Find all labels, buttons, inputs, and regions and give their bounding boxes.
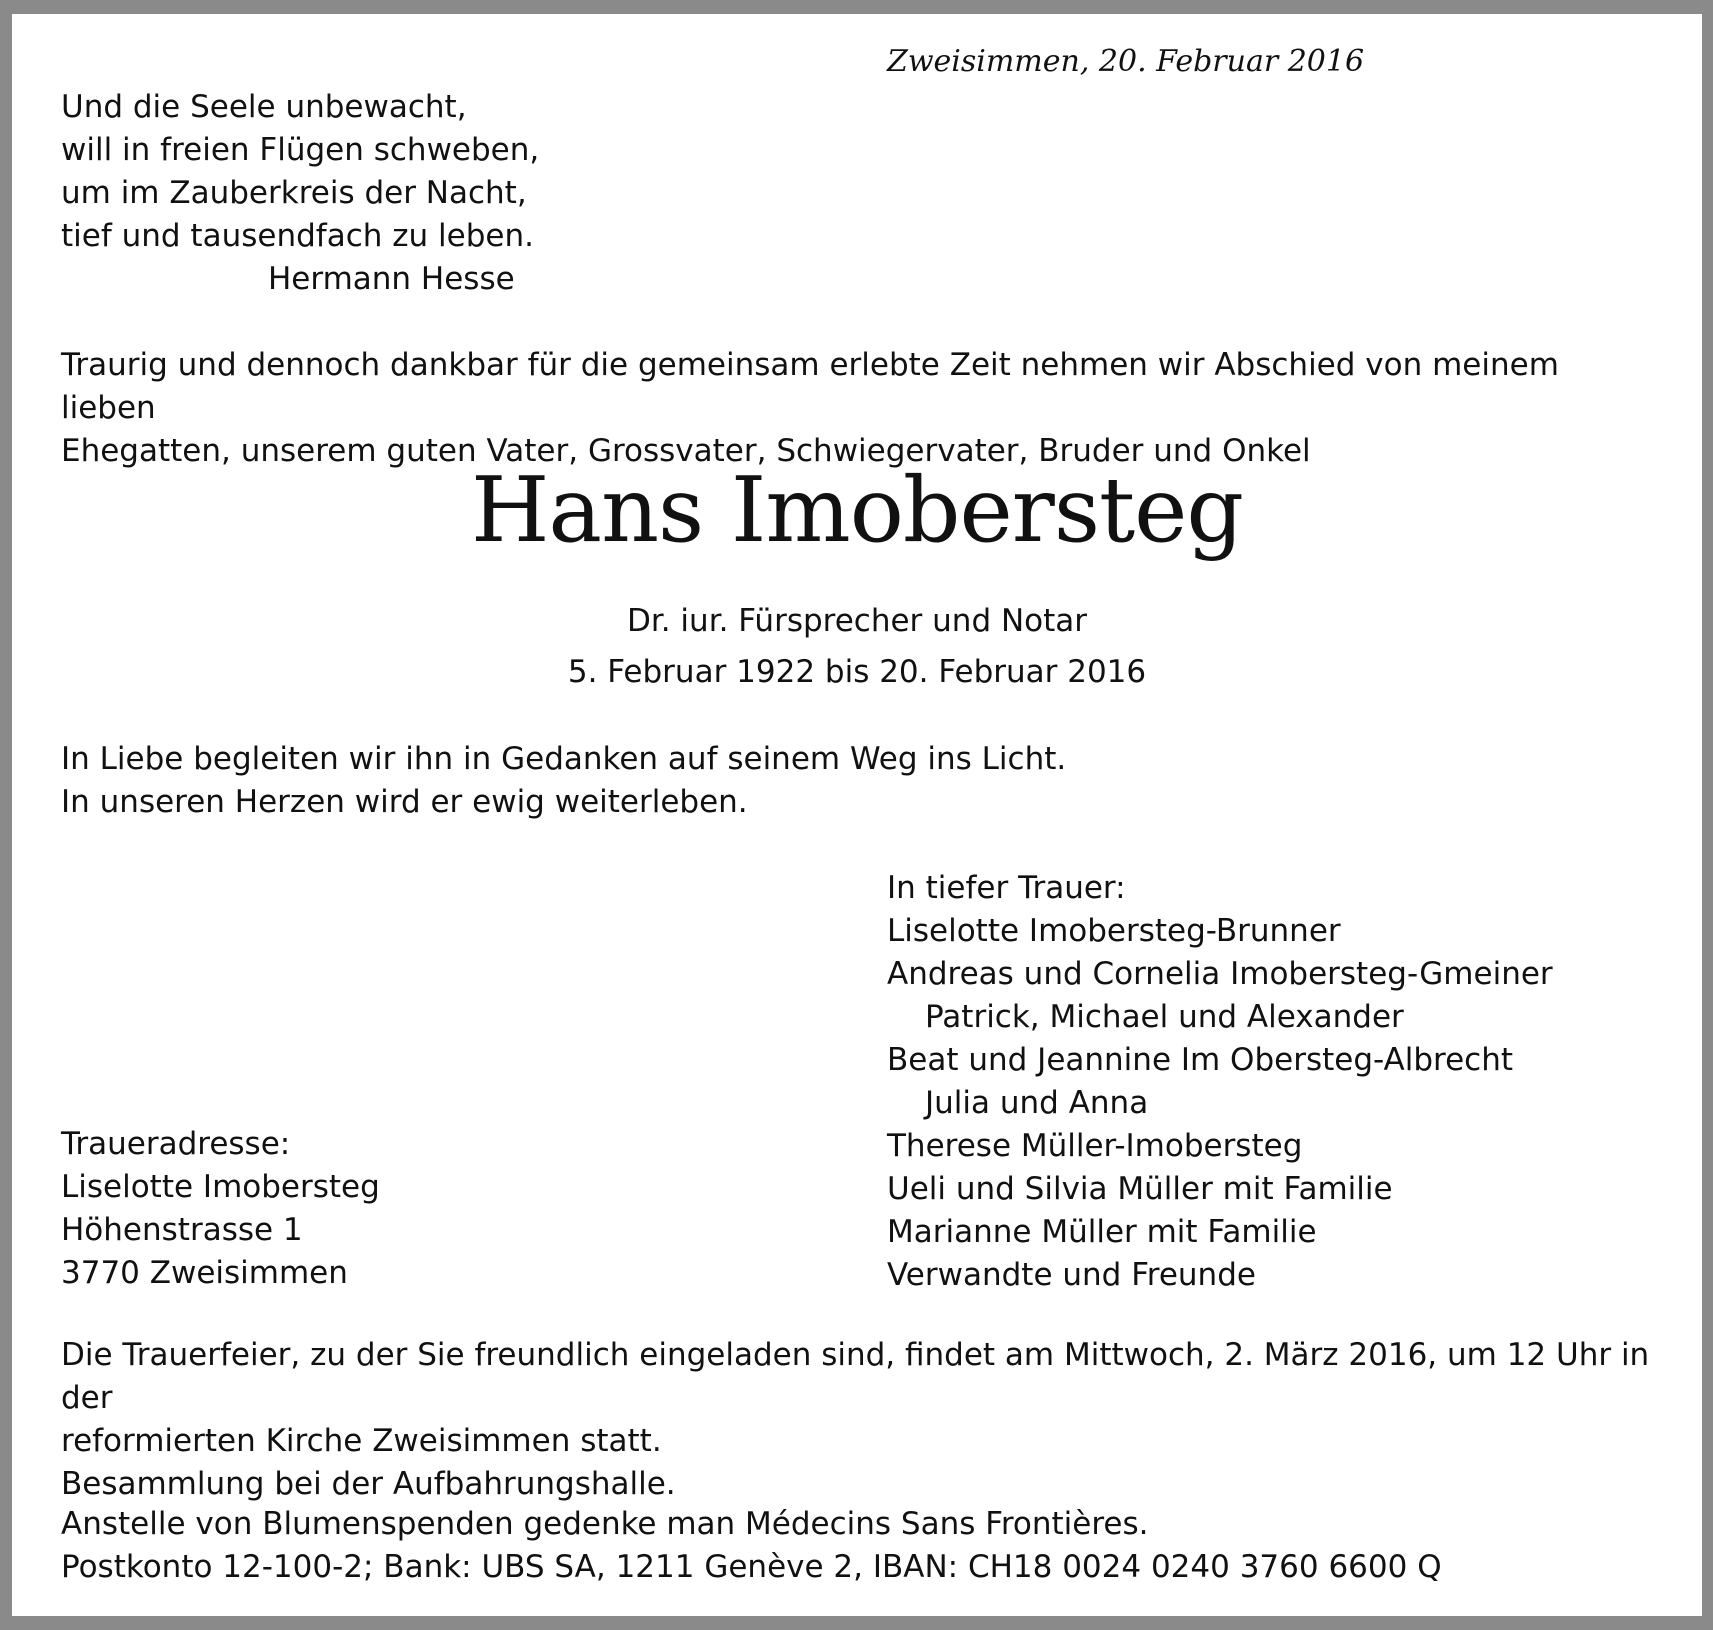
mourner-entry: Marianne Müller mit Familie — [887, 1214, 1317, 1250]
intro-text — [61, 344, 1661, 473]
closing-line: In Liebe begleiten wir ihn in Gedanken auf seinem Weg ins Licht. — [61, 741, 1067, 777]
poem-line: um im Zauberkreis der Nacht, — [61, 175, 527, 211]
closing-line: In unseren Herzen wird er ewig weiterleben. — [61, 784, 748, 820]
deceased-title: Dr. iur. Fürsprecher und Notar — [626, 603, 1088, 639]
mourners-heading: In tiefer Trauer: — [887, 870, 1126, 906]
closing-text — [61, 738, 1066, 824]
mourner-entry: Liselotte Imobersteg-Brunner — [887, 913, 1341, 949]
mourner-entry: Ueli und Silvia Müller mit Familie — [887, 1171, 1393, 1207]
deceased-dates: 5. Februar 1922 bis 20. Februar 2016 — [567, 654, 1147, 690]
mourners-list — [887, 867, 1553, 1297]
service-line: Die Trauerfeier, zu der Sie freundlich eingeladen sind, findet am Mittwoch, 2. März 2016, um 12 Uhr in der — [61, 1337, 1650, 1416]
poem-author: Hermann Hesse — [268, 261, 515, 297]
mourner-entry: Andreas und Cornelia Imobersteg-Gmeiner — [887, 956, 1553, 992]
donation-bank-line: Postkonto 12-100-2; Bank: UBS SA, 1211 Genève 2, IBAN: CH18 0024 0240 3760 6600 Q — [61, 1549, 1442, 1585]
poem — [61, 86, 539, 301]
obituary-page — [12, 14, 1702, 1616]
deceased-name: Hans Imobersteg — [470, 458, 1244, 563]
intro-line: Ehegatten, unserem guten Vater, Grossvater, Schwiegervater, Bruder und Onkel — [61, 433, 1311, 469]
poem-line: Und die Seele unbewacht, — [61, 89, 467, 125]
mourner-entry: Patrick, Michael und Alexander — [925, 999, 1404, 1035]
mourner-entry: Julia und Anna — [925, 1085, 1149, 1121]
mourner-entry: Verwandte und Freunde — [887, 1257, 1256, 1293]
mourner-entry: Beat und Jeannine Im Obersteg-Albrecht — [887, 1042, 1513, 1078]
mourning-address — [61, 1123, 380, 1295]
address-city: 3770 Zweisimmen — [61, 1255, 348, 1291]
address-name: Liselotte Imobersteg — [61, 1169, 380, 1205]
poem-line: will in freien Flügen schweben, — [61, 132, 540, 168]
intro-line: Traurig und dennoch dankbar für die gemeinsam erlebte Zeit nehmen wir Abschied von meinem lieben — [61, 347, 1559, 426]
service-line: reformierten Kirche Zweisimmen statt. — [61, 1423, 662, 1459]
service-info — [61, 1334, 1661, 1506]
donation-line: Anstelle von Blumenspenden gedenke man Médecins Sans Frontières. — [61, 1506, 1149, 1542]
mourner-entry: Therese Müller-Imobersteg — [887, 1128, 1303, 1164]
poem-line: tief und tausendfach zu leben. — [61, 218, 534, 254]
donation-info — [61, 1503, 1442, 1589]
service-line: Besammlung bei der Aufbahrungshalle. — [61, 1466, 676, 1502]
address-street: Höhenstrasse 1 — [61, 1212, 303, 1248]
address-heading: Traueradresse: — [61, 1126, 291, 1162]
deceased-details — [12, 596, 1702, 698]
date-line: Zweisimmen, 20. Februar 2016 — [887, 44, 1365, 79]
